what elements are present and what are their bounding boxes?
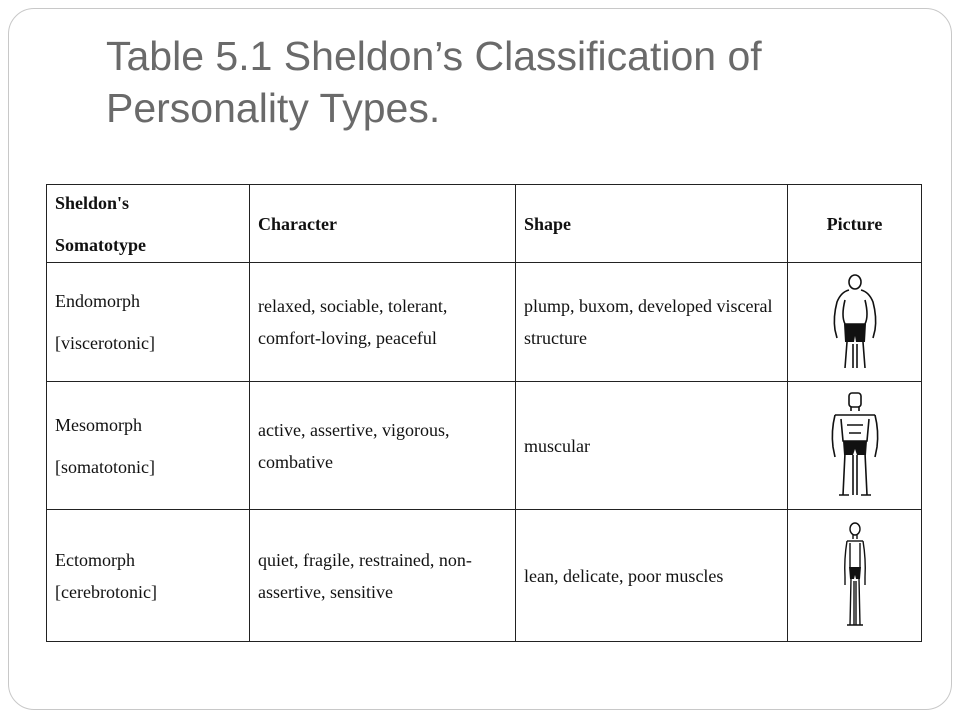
somatotype-cell — [47, 382, 250, 510]
somatotype-cell — [47, 510, 250, 642]
somatotype-name: Ectomorph — [55, 549, 135, 570]
somatotype-name: Endomorph — [55, 291, 140, 311]
character-cell: quiet, fragile, restrained, non-assertive, sensitive — [250, 510, 516, 642]
picture-cell — [788, 510, 922, 642]
temperament-label: [cerebrotonic] — [55, 581, 157, 602]
somatotype-cell — [47, 263, 250, 382]
temperament-label: [viscerotonic] — [55, 333, 155, 353]
header-somatotype: Sheldon's Somatotype — [47, 185, 250, 263]
temperament-label: [somatotonic] — [55, 456, 155, 477]
picture-cell — [788, 263, 922, 382]
shape-cell: muscular — [516, 382, 788, 510]
table-row — [47, 510, 922, 642]
picture-cell — [788, 382, 922, 510]
mesomorph-figure-icon — [825, 391, 885, 501]
table-header-row — [47, 185, 922, 263]
shape-cell: plump, buxom, developed visceral structure — [516, 263, 788, 382]
slide-title: Table 5.1 Sheldon’s Classification of Personality Types. — [106, 33, 762, 131]
somatotype-name: Mesomorph — [55, 414, 142, 435]
character-cell: active, assertive, vigorous, combative — [250, 382, 516, 510]
ectomorph-figure-icon — [835, 521, 875, 631]
shape-cell: lean, delicate, poor muscles — [516, 510, 788, 642]
endomorph-figure-icon — [825, 272, 885, 372]
character-cell: relaxed, sociable, tolerant, comfort-loving, peaceful — [250, 263, 516, 382]
header-shape: Shape — [516, 185, 788, 263]
table-row — [47, 263, 922, 382]
sheldon-table — [46, 184, 922, 642]
table-row — [47, 382, 922, 510]
header-character: Character — [250, 185, 516, 263]
header-picture: Picture — [788, 185, 922, 263]
